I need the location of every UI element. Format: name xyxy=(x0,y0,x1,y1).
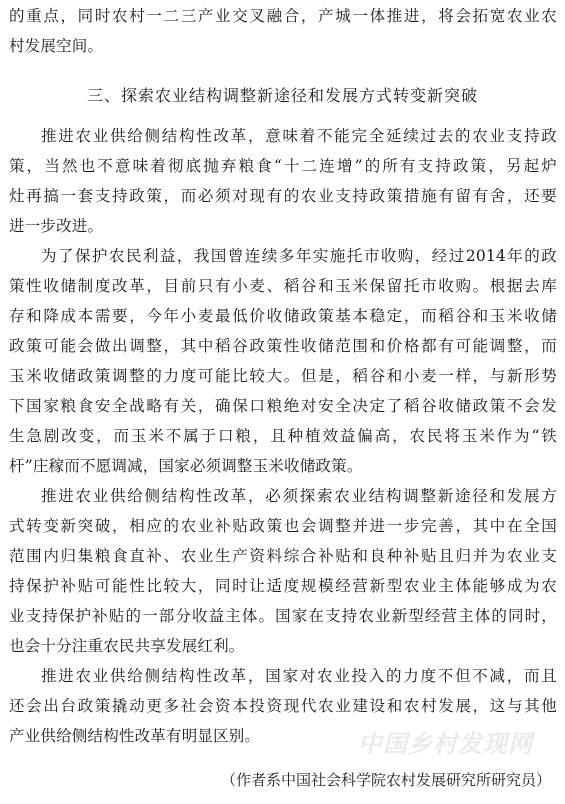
paragraph-line: 也会十分注重农民共享发展红利。 xyxy=(9,637,245,655)
paragraph-line: 下国家粮食安全战略有关，确保口粮绝对安全决定了稻谷收储政策不会发 xyxy=(9,397,557,415)
paragraph-line: 持保护补贴可能性比较大，同时让适度规模经营新型农业主体能够成为农 xyxy=(9,577,557,595)
paragraph-line: 策性收储制度改革，目前只有小麦、稻谷和玉米保留托市收购。根据去库 xyxy=(9,277,557,295)
paragraph-line: 进一步改进。 xyxy=(9,217,104,235)
paragraph-line: 为了保护农民利益，我国曾连续多年实施托市收购，经过2014年的政 xyxy=(41,247,557,265)
paragraph-line: 杆”庄稼而不愿调减，国家必须调整玉米收储政策。 xyxy=(9,457,363,475)
intro-line: 的重点，同时农村一二三产业交叉融合，产城一体推进，将会拓宽农业农 xyxy=(9,7,557,25)
paragraph-line: 推进农业供给侧结构性改革，意味着不能完全延续过去的农业支持政 xyxy=(41,127,557,145)
paragraph-line: 业支持保护补贴的一部分收益主体。国家在支持农业新型经营主体的同时， xyxy=(9,607,557,625)
paragraph-line: 存和降成本需要，今年小麦最低价收储政策基本稳定，而稻谷和玉米收储 xyxy=(9,307,557,325)
paragraph-line: 策，当然也不意味着彻底抛弃粮食“十二连增”的所有支持政策，另起炉 xyxy=(9,157,557,175)
paragraph-line: 生急剧改变，而玉米不属于口粮，且种植效益偏高，农民将玉米作为“铁 xyxy=(9,427,557,445)
paragraph-line: 还会出台政策撬动更多社会资本投资现代农业建设和农村发展，这与其他 xyxy=(9,697,557,715)
intro-line: 村发展空间。 xyxy=(9,37,104,55)
paragraph-line: 推进农业供给侧结构性改革，必须探索农业结构调整新途径和发展方 xyxy=(41,487,557,505)
paragraph-line: 范围内归集粮食直补、农业生产资料综合补贴和良种补贴且归并为农业支 xyxy=(9,547,557,565)
section-heading: 三、探索农业结构调整新途径和发展方式转变新突破 xyxy=(86,86,478,105)
paragraph-line: 推进农业供给侧结构性改革，国家对农业投入的力度不但不减，而且 xyxy=(41,667,557,685)
paragraph-line: 灶再搞一套支持政策，而必须对现有的农业支持政策措施有留有舍，还要 xyxy=(9,187,557,205)
paragraph-line: 产业供给侧结构性改革有明显区别。 xyxy=(9,727,261,745)
paragraph-line: 政策可能会做出调整，其中稻谷政策性收储范围和价格都有可能调整，而 xyxy=(9,337,557,355)
paragraph-line: 玉米收储政策调整的力度可能比较大。但是，稻谷和小麦一样，与新形势 xyxy=(9,367,557,385)
paragraph-line: 式转变新突破，相应的农业补贴政策也会调整并进一步完善，其中在全国 xyxy=(9,517,557,535)
author-byline: （作者系中国社会科学院农村发展研究所研究员） xyxy=(220,771,551,789)
site-watermark: 中国乡村发现网 xyxy=(358,730,533,758)
